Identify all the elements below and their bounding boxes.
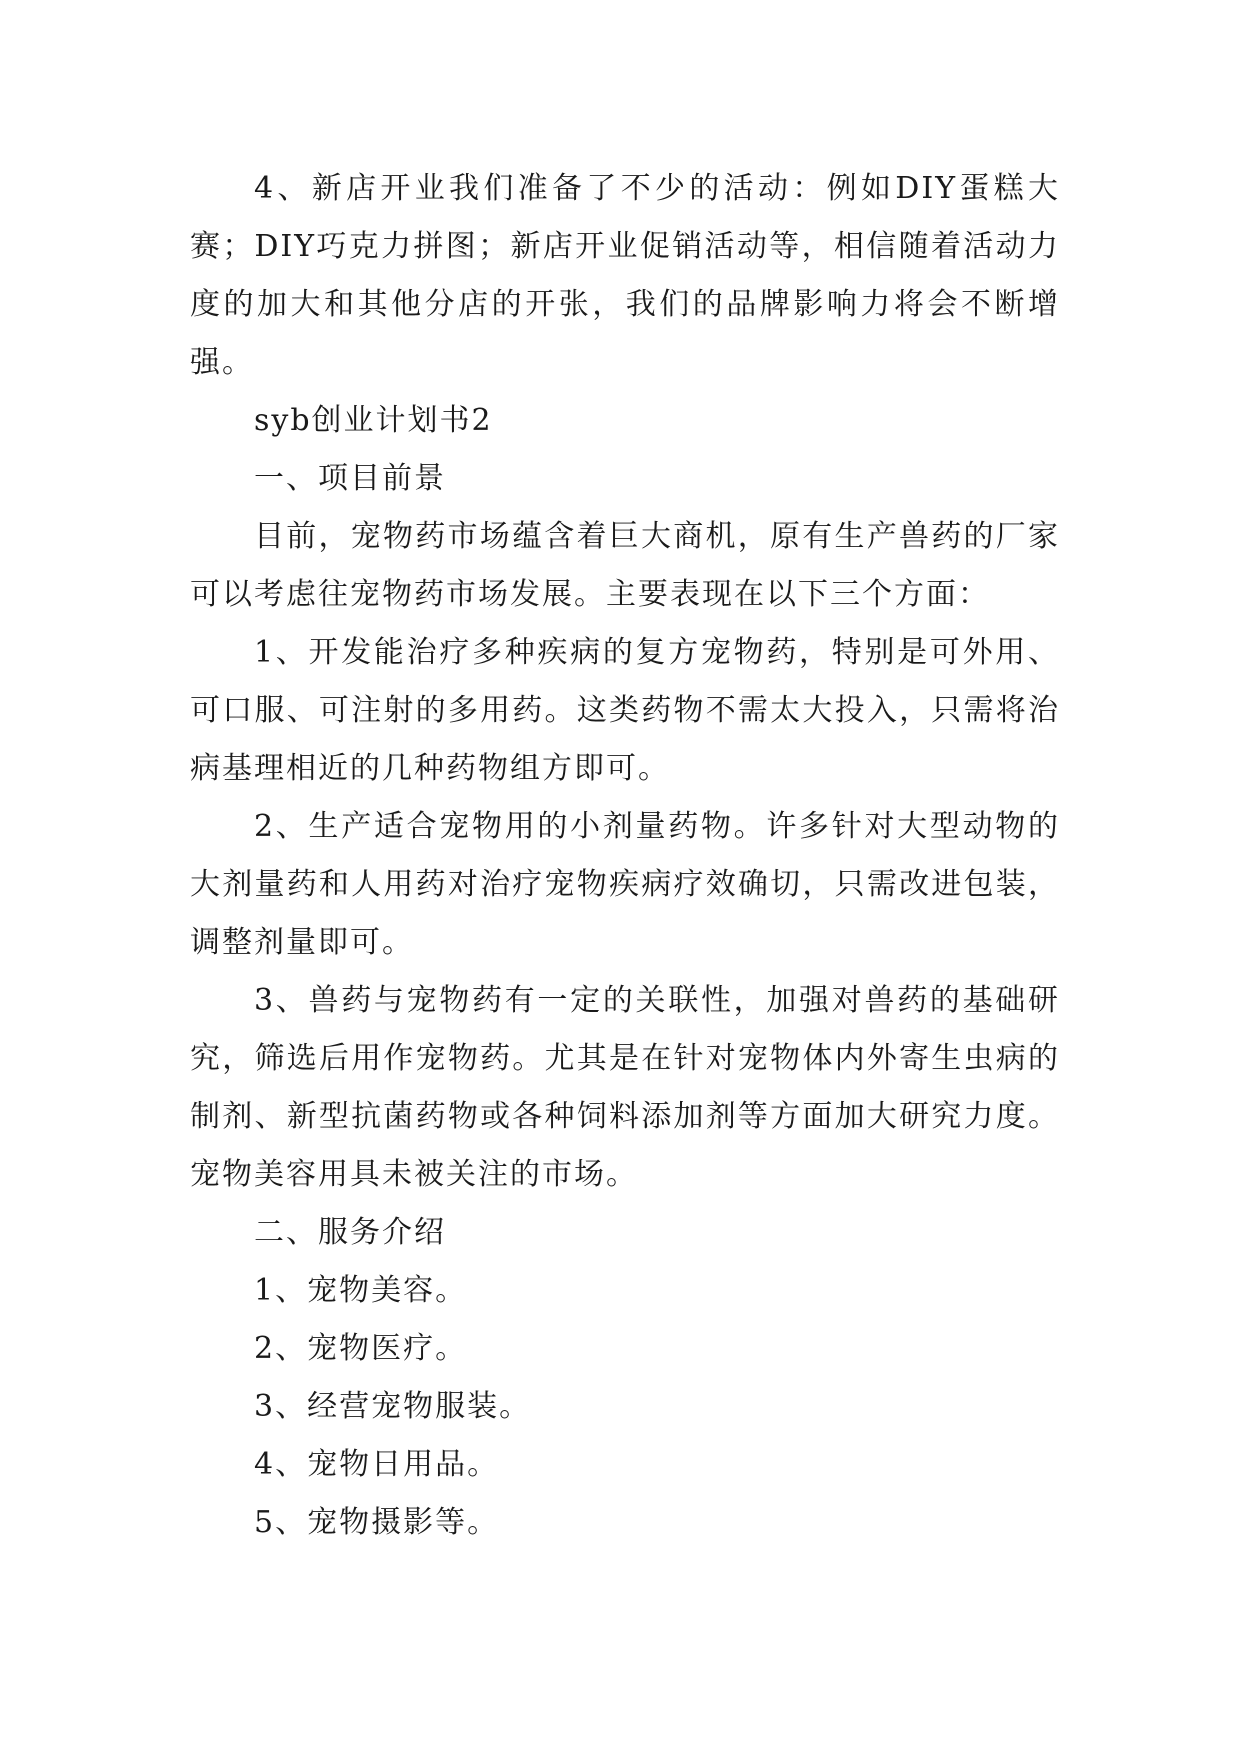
paragraph-point-1-compound-drugs: 1、开发能治疗多种疾病的复方宠物药，特别是可外用、可口服、可注射的多用药。这类药物不需太大投入，只需将治病基理相近的几种药物组方即可。 (190, 635, 1060, 786)
paragraph-point-2-small-dose: 2、生产适合宠物用的小剂量药物。许多针对大型动物的大剂量药和人用药对治疗宠物疾病疗效确切，只需改进包装，调整剂量即可。 (190, 809, 1060, 960)
list-item-pet-daily-goods: 4、宠物日用品。 (254, 1447, 500, 1482)
paragraph-market-overview: 目前，宠物药市场蕴含着巨大商机，原有生产兽药的厂家可以考虑往宠物药市场发展。主要表现在以下三个方面： (190, 519, 1060, 612)
list-item-pet-medical: 2、宠物医疗。 (254, 1331, 468, 1366)
list-item-pet-clothing: 3、经营宠物服装。 (254, 1389, 532, 1424)
heading-project-prospects: 一、项目前景 (254, 461, 446, 496)
paragraph-point-3-research: 3、兽药与宠物药有一定的关联性，加强对兽药的基础研究，筛选后用作宠物药。尤其是在针对宠物体内外寄生虫病的制剂、新型抗菌药物或各种饲料添加剂等方面加大研究力度。宠物美容用具未被关注的市场。 (190, 983, 1060, 1192)
paragraph-new-store-activities: 4、新店开业我们准备了不少的活动：例如DIY蛋糕大赛；DIY巧克力拼图；新店开业促销活动等，相信随着活动力度的加大和其他分店的开张，我们的品牌影响力将会不断增强。 (190, 171, 1060, 380)
list-item-pet-grooming: 1、宠物美容。 (254, 1273, 468, 1308)
section-title-syb-plan-2: syb创业计划书2 (254, 403, 493, 438)
list-item-pet-photography: 5、宠物摄影等。 (254, 1505, 500, 1540)
document-body (190, 160, 1060, 1552)
heading-service-introduction: 二、服务介绍 (254, 1215, 446, 1250)
